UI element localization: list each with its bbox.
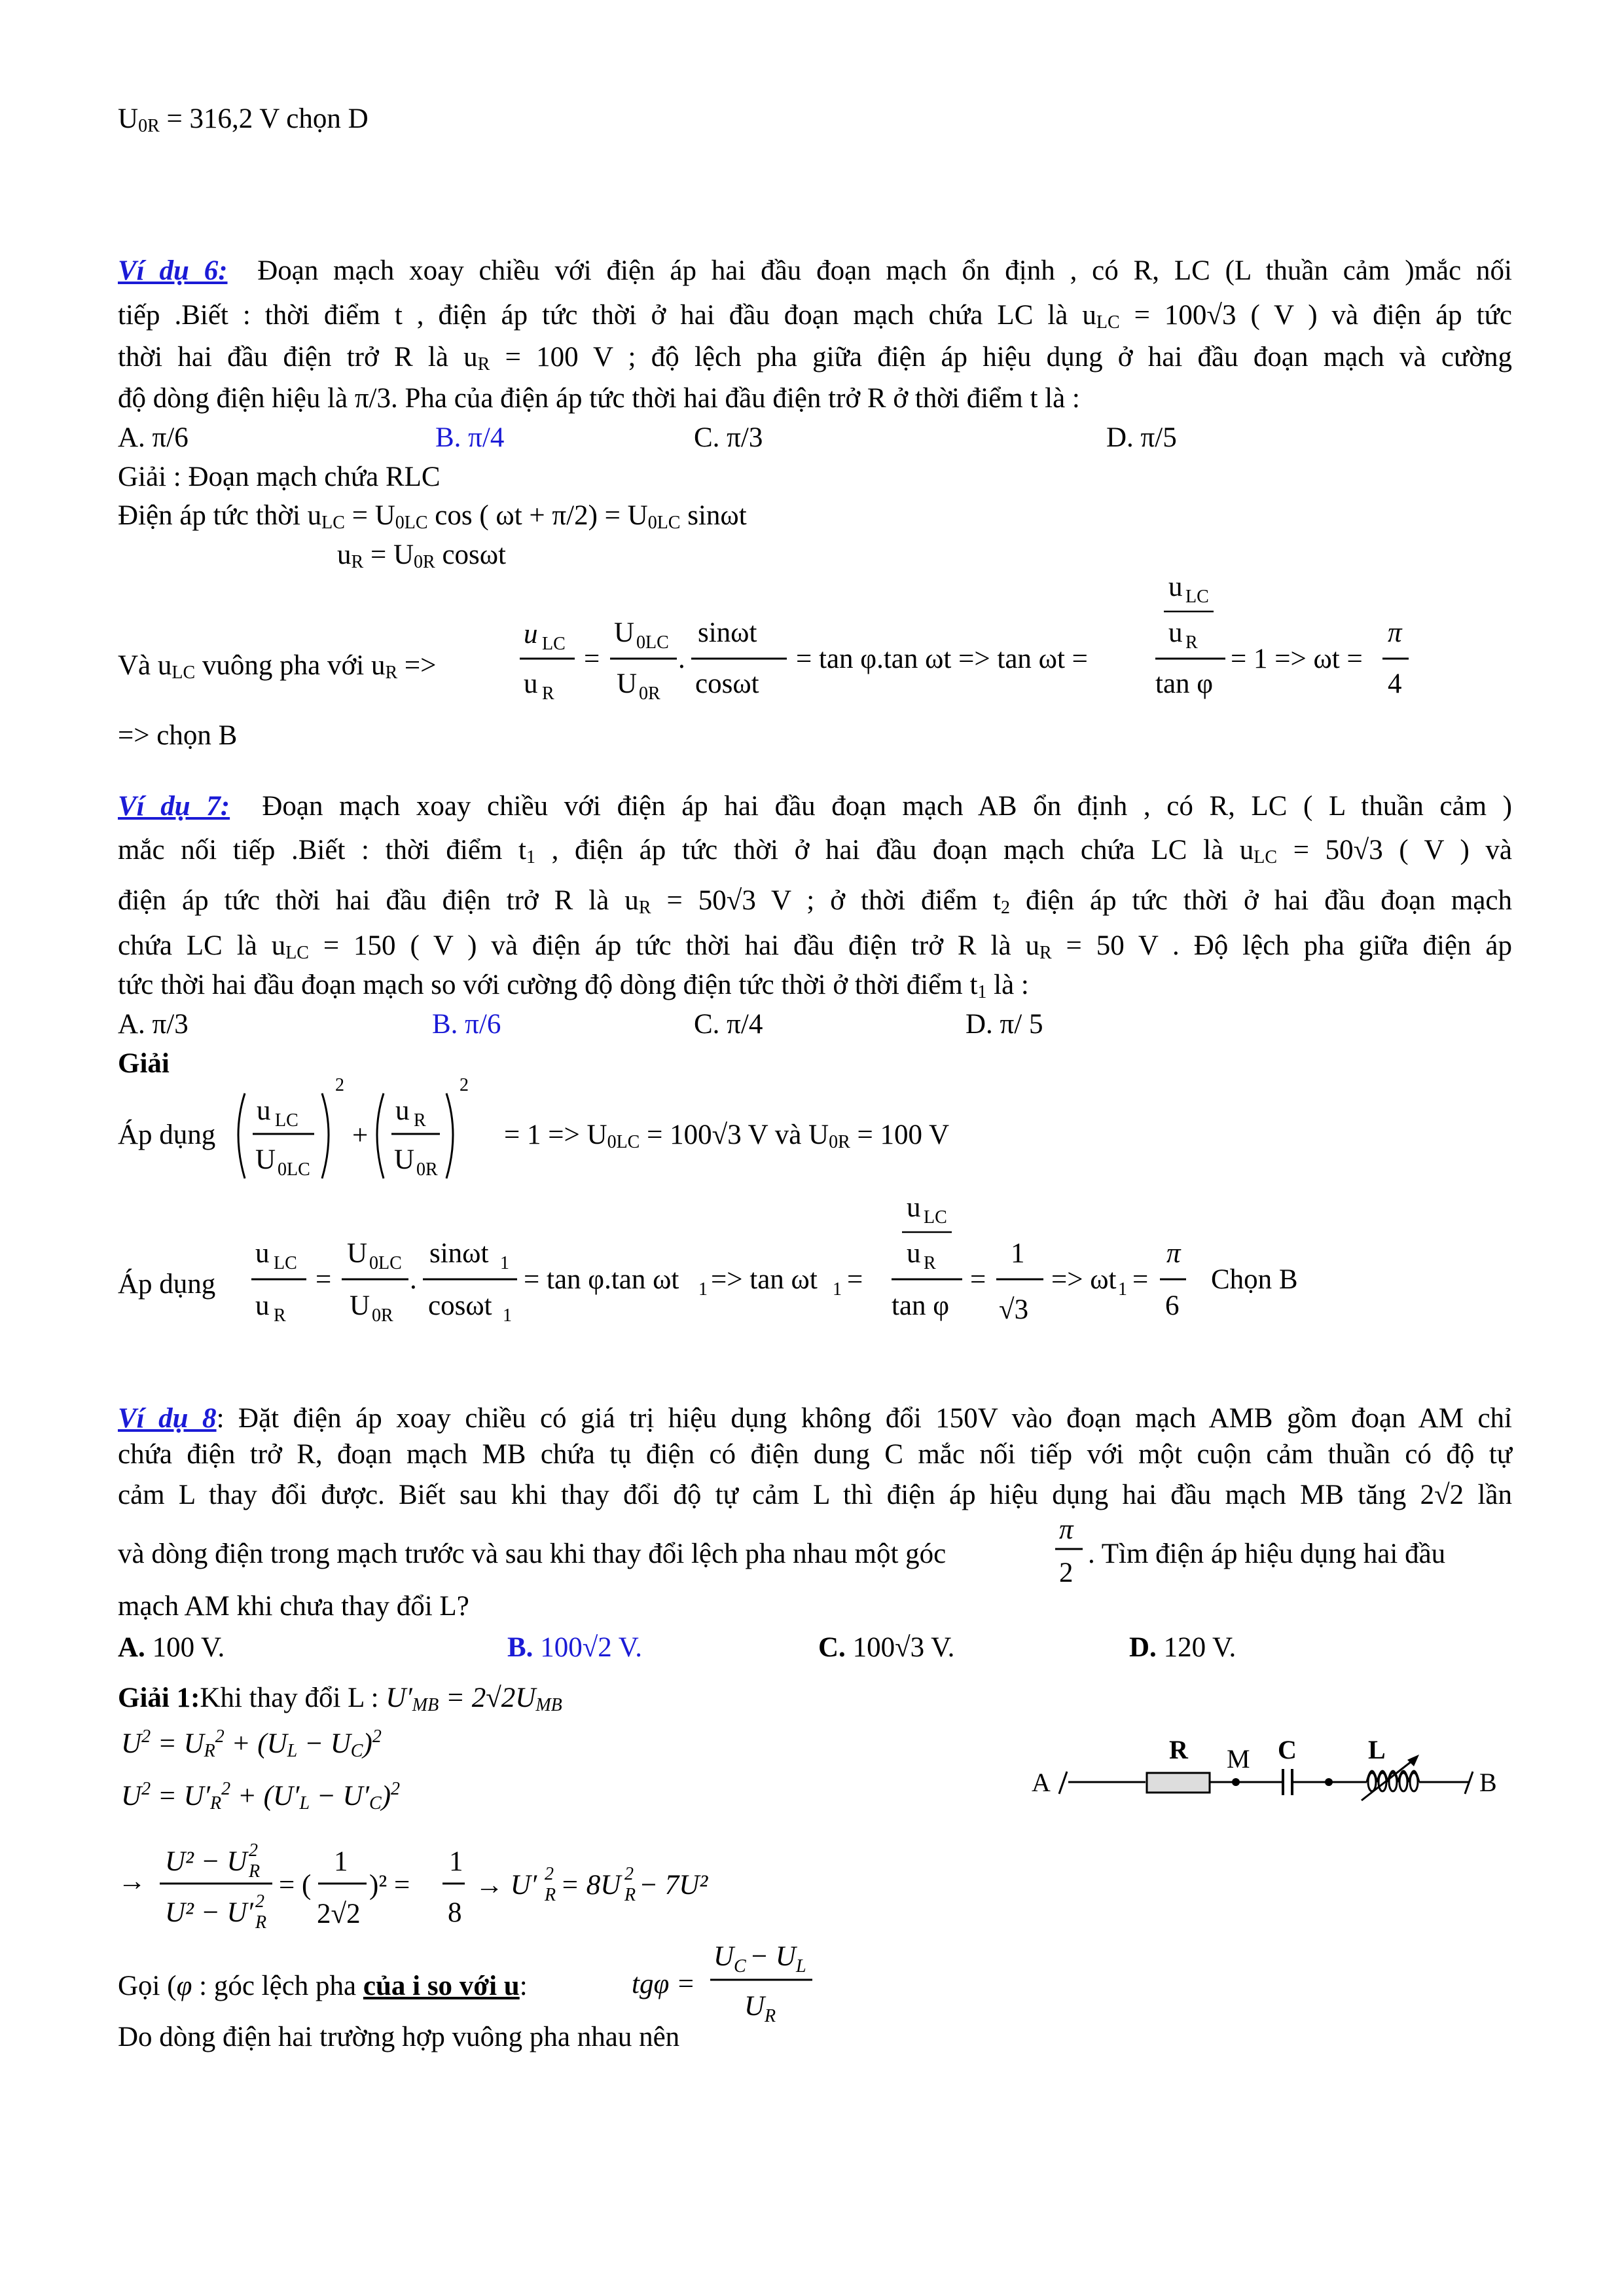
svg-text:0LC: 0LC bbox=[278, 1159, 310, 1180]
svg-text:2: 2 bbox=[1059, 1558, 1074, 1588]
svg-text:− U: − U bbox=[749, 1941, 796, 1972]
svg-text:=: = bbox=[1132, 1264, 1149, 1295]
svg-text:.: . bbox=[410, 1264, 417, 1295]
svg-text:1: 1 bbox=[449, 1846, 463, 1877]
svg-text:Chọn B: Chọn B bbox=[1211, 1264, 1298, 1295]
svg-text:u: u bbox=[395, 1095, 410, 1126]
ex7-line-5: tức thời hai đầu đoạn mạch so với cường độ dòng điện tức thời ở thời điểm $t_1$ là : bbox=[118, 970, 1029, 1002]
ex8-option-a: A. 100 V. bbox=[118, 1632, 225, 1663]
ex6-option-b: B. π/4 bbox=[435, 422, 505, 453]
ex7-formula-1-svg bbox=[236, 1074, 497, 1192]
ex6-line-3: thời hai đầu điện trở R là $u_R = 100$ V ; độ lệch pha giữa điện áp hiệu dụng ở hai đầu đoạn mạch và cường bbox=[118, 342, 1512, 374]
svg-text:π: π bbox=[1388, 617, 1402, 648]
ex7-formula-1-result: = $1 => U_{0LC} = 100√3$ V và $U_{0R} = 100$ V bbox=[504, 1120, 950, 1152]
svg-text:2: 2 bbox=[545, 1864, 554, 1884]
ex6-sol-line-2: Điện áp tức thời $u_{LC} = U_{0LC}$ cos ( $\omega t + \pi/2) = U_{0LC}$ sinωt bbox=[118, 500, 747, 533]
svg-text:√3: √3 bbox=[999, 1294, 1029, 1325]
ex6-line-1: Ví dụ 6: Đoạn mạch xoay chiều với điện áp hai đầu đoạn mạch ổn định , có R, LC (L thuần cảm )mắc nối bbox=[118, 255, 1512, 286]
svg-text:2: 2 bbox=[460, 1075, 469, 1095]
svg-text:u: u bbox=[255, 1290, 270, 1321]
ex6-title: Ví dụ 6: bbox=[118, 255, 228, 286]
ex8-line-5: mạch AM khi chưa thay đổi L? bbox=[118, 1591, 469, 1622]
svg-text:u: u bbox=[907, 1192, 921, 1223]
ex8-sol1-line: Giải 1:Khi thay đổi L : $U'_{MB} = 2√2U_{MB}$ bbox=[118, 1683, 562, 1715]
ex8-tg-phi-formula bbox=[632, 1931, 841, 2030]
ex6-sol-line-4: Và $u_{LC}$ vuông pha với $u_R$ => bbox=[118, 650, 437, 683]
ex7-line-3: điện áp tức thời hai đầu điện trở R là $u_R = 50√3$ V ; ở thời điểm $t_2$ điện áp tức thời ở hai đầu đoạn mạch bbox=[118, 885, 1512, 918]
previous-result-line: $U_{0R} = 316,2$ V chọn D bbox=[118, 103, 369, 136]
svg-text:sinωt: sinωt bbox=[698, 617, 757, 648]
ex6-sol-line-1: Giải : Đoạn mạch chứa RLC bbox=[118, 462, 441, 492]
svg-text:C: C bbox=[734, 1956, 746, 1977]
svg-text:u: u bbox=[255, 1238, 270, 1269]
ex6-formula bbox=[511, 576, 1440, 714]
r-label: R bbox=[1169, 1735, 1188, 1764]
svg-text:→: → bbox=[118, 1866, 146, 1897]
svg-text:= 8U: = 8U bbox=[560, 1870, 621, 1901]
svg-text:cosωt: cosωt bbox=[428, 1290, 492, 1321]
ex8-line-4b: . Tìm điện áp hiệu dụng hai đầu bbox=[1088, 1539, 1446, 1569]
node-a-label: A bbox=[1032, 1768, 1051, 1797]
svg-text:U: U bbox=[744, 1991, 765, 2022]
svg-text:cosωt: cosωt bbox=[695, 668, 759, 699]
svg-text:LC: LC bbox=[274, 1253, 297, 1273]
svg-text:1: 1 bbox=[503, 1305, 512, 1326]
svg-text:U² − U: U² − U bbox=[165, 1846, 247, 1877]
svg-text:=: = bbox=[847, 1264, 863, 1295]
svg-text:LC: LC bbox=[1185, 587, 1209, 607]
svg-text:1: 1 bbox=[833, 1279, 842, 1300]
svg-text:→ U′: → U′ bbox=[475, 1870, 537, 1901]
l-label: L bbox=[1368, 1735, 1386, 1764]
svg-text:2: 2 bbox=[335, 1075, 344, 1095]
svg-text:R: R bbox=[414, 1110, 426, 1131]
svg-text:R: R bbox=[624, 1885, 636, 1905]
ex7-line-2: mắc nối tiếp .Biết : thời điểm $t_1$ , điện áp tức thời ở hai đầu đoạn mạch chứa LC là $u_{LC} = 50√3$ ( V ) và bbox=[118, 835, 1512, 867]
svg-text:LC: LC bbox=[275, 1110, 298, 1131]
ex8-eq-2: $U^2 = U'_R^2 + (U'_L - U'_C)^2$ bbox=[121, 1779, 401, 1813]
ex8-goi-line: Gọi (φ : góc lệch pha của i so với u: bbox=[118, 1971, 528, 2001]
ex6-option-a: A. π/6 bbox=[118, 422, 189, 453]
svg-text:1: 1 bbox=[1118, 1279, 1127, 1300]
svg-text:π: π bbox=[1166, 1238, 1181, 1269]
resistor-r bbox=[1147, 1773, 1210, 1793]
svg-text:2: 2 bbox=[255, 1891, 264, 1912]
svg-text:LC: LC bbox=[924, 1207, 947, 1228]
ex7-sol-title: Giải bbox=[118, 1048, 170, 1079]
svg-text:.: . bbox=[678, 644, 685, 674]
ex6-line-4: độ dòng điện hiệu là π/3. Pha của điện áp tức thời hai đầu điện trở R ở thời điểm t là : bbox=[118, 383, 1080, 414]
ex8-line-4: và dòng điện trong mạch trước và sau khi thay đổi lệch pha nhau một góc bbox=[118, 1539, 947, 1569]
ex8-line-2: chứa điện trở R, đoạn mạch MB chứa tụ điện có điện dung C mắc nối tiếp với một cuộn cảm thuần có độ tự bbox=[118, 1439, 1512, 1470]
svg-text:2: 2 bbox=[249, 1840, 258, 1861]
svg-text:u: u bbox=[907, 1238, 921, 1269]
svg-text:− 7U²: − 7U² bbox=[639, 1870, 708, 1901]
ex7-option-c: C. π/4 bbox=[694, 1009, 763, 1040]
svg-text:=: = bbox=[584, 644, 600, 674]
ex7-option-a: A. π/3 bbox=[118, 1009, 189, 1040]
ex7-formula-2-svg bbox=[242, 1185, 1420, 1342]
ex8-line-3: cảm L thay đổi được. Biết sau khi thay đổi độ tự cảm L thì điện áp hiệu dụng hai đầu mạch MB tăng 2√2 lần bbox=[118, 1480, 1512, 1510]
svg-text:u: u bbox=[524, 668, 538, 699]
svg-text:R: R bbox=[274, 1305, 286, 1326]
svg-text:L: L bbox=[796, 1956, 806, 1977]
ex7-apply-1: Áp dụng bbox=[118, 1120, 216, 1150]
ex7-title: Ví dụ 7: bbox=[118, 791, 230, 822]
ex8-option-b: B. 100√2 V. bbox=[507, 1632, 643, 1663]
ex8-line-1: Ví dụ 8: Đặt điện áp xoay chiều có giá trị hiệu dụng không đổi 150V vào đoạn mạch AMB gồm đoạn AM chỉ bbox=[118, 1403, 1512, 1434]
svg-text:R: R bbox=[765, 2006, 776, 2026]
svg-text:0R: 0R bbox=[639, 683, 660, 704]
svg-text:U: U bbox=[617, 668, 638, 699]
ex6-f-u: u bbox=[524, 619, 538, 649]
svg-text:U: U bbox=[713, 1941, 734, 1972]
svg-text:=: = bbox=[316, 1264, 332, 1295]
svg-text:tan φ: tan φ bbox=[1155, 668, 1214, 699]
circuit-diagram bbox=[1021, 1728, 1519, 1813]
svg-text:U: U bbox=[614, 617, 635, 648]
svg-text:tgφ =: tgφ = bbox=[632, 1969, 696, 1999]
svg-text:R: R bbox=[924, 1253, 936, 1273]
svg-text:π: π bbox=[1059, 1514, 1074, 1545]
ex7-option-b: B. π/6 bbox=[432, 1009, 501, 1040]
ex6-sol-line-5: => chọn B bbox=[118, 720, 238, 751]
svg-text:U: U bbox=[350, 1290, 370, 1321]
svg-text:U: U bbox=[394, 1144, 415, 1175]
svg-text:0R: 0R bbox=[416, 1159, 438, 1180]
svg-text:0LC: 0LC bbox=[369, 1253, 402, 1273]
svg-text:0LC: 0LC bbox=[636, 632, 669, 653]
node-m-label: M bbox=[1227, 1744, 1250, 1774]
ex6-option-d: D. π/5 bbox=[1106, 422, 1177, 453]
svg-text:U: U bbox=[347, 1238, 368, 1269]
svg-text:+: + bbox=[352, 1120, 369, 1151]
svg-text:u: u bbox=[1168, 576, 1183, 602]
svg-text:6: 6 bbox=[1165, 1290, 1180, 1321]
svg-text:0R: 0R bbox=[372, 1305, 393, 1326]
svg-text:R: R bbox=[545, 1885, 556, 1905]
svg-text:8: 8 bbox=[448, 1897, 462, 1928]
svg-text:=> ωt: => ωt bbox=[1051, 1264, 1117, 1295]
svg-text:U² − U′: U² − U′ bbox=[165, 1897, 253, 1928]
ex6-option-c: C. π/3 bbox=[694, 422, 763, 453]
ex8-option-c: C. 100√3 V. bbox=[818, 1632, 955, 1663]
ex6-line-2: tiếp .Biết : thời điểm t , điện áp tức thời ở hai đầu đoạn mạch chứa LC là $u_{LC} = 100√3$ ( V ) và điện áp tức bbox=[118, 300, 1513, 333]
svg-text:LC: LC bbox=[542, 634, 566, 654]
svg-text:u: u bbox=[1168, 617, 1183, 648]
svg-text:= (: = ( bbox=[279, 1870, 312, 1901]
ex8-last-line: Do dòng điện hai trường hợp vuông pha nhau nên bbox=[118, 2022, 680, 2052]
svg-text:1: 1 bbox=[500, 1253, 509, 1273]
node-b-label: B bbox=[1479, 1768, 1497, 1797]
ex7-line-1: Ví dụ 7: Đoạn mạch xoay chiều với điện áp hai đầu đoạn mạch AB ổn định , có R, LC ( L thuần cảm ) bbox=[118, 791, 1512, 822]
ex8-eq-1: $U^2 = U_R^2 + (U_L - U_C)^2$ bbox=[121, 1726, 382, 1761]
svg-text:2√2: 2√2 bbox=[317, 1899, 361, 1929]
svg-text:tan φ: tan φ bbox=[892, 1290, 950, 1321]
svg-text:1: 1 bbox=[698, 1279, 708, 1300]
svg-text:sinωt: sinωt bbox=[429, 1238, 489, 1269]
ex6-sol-line-3: $u_R = U_{0R}$ cosωt bbox=[337, 539, 507, 572]
ex8-eq-3 bbox=[118, 1830, 772, 1941]
svg-text:R: R bbox=[542, 683, 554, 704]
svg-text:= tan φ.tan ωt: = tan φ.tan ωt bbox=[524, 1264, 679, 1295]
svg-text:= tan φ.tan ωt => tan ωt =: = tan φ.tan ωt => tan ωt = bbox=[796, 644, 1088, 674]
svg-text:U: U bbox=[255, 1144, 276, 1175]
ex8-title: Ví dụ 8 bbox=[118, 1403, 217, 1434]
ex7-line-4: chứa LC là $u_{LC} = 150$ ( V ) và điện áp tức thời hai đầu điện trở R là $u_R = 50$ V . Độ lệch pha giữa điện áp bbox=[118, 930, 1512, 963]
c-label: C bbox=[1278, 1735, 1297, 1764]
svg-text:R: R bbox=[249, 1861, 261, 1882]
svg-text:2: 2 bbox=[624, 1864, 634, 1884]
ex7-apply-2: Áp dụng bbox=[118, 1269, 216, 1300]
svg-text:)² =: )² = bbox=[369, 1870, 410, 1901]
svg-text:=> tan ωt: => tan ωt bbox=[711, 1264, 818, 1295]
svg-text:4: 4 bbox=[1388, 668, 1402, 699]
svg-text:1: 1 bbox=[334, 1846, 348, 1877]
svg-text:1: 1 bbox=[1011, 1238, 1025, 1269]
svg-text:= 1 => ωt =: = 1 => ωt = bbox=[1231, 644, 1363, 674]
svg-text:=: = bbox=[970, 1264, 986, 1295]
ex8-pi-over-2 bbox=[1054, 1512, 1087, 1591]
svg-text:u: u bbox=[257, 1095, 271, 1126]
svg-text:R: R bbox=[1185, 632, 1198, 653]
ex7-option-d: D. π/ 5 bbox=[965, 1009, 1043, 1040]
ex8-option-d: D. 120 V. bbox=[1129, 1632, 1236, 1663]
svg-text:R: R bbox=[255, 1912, 267, 1933]
